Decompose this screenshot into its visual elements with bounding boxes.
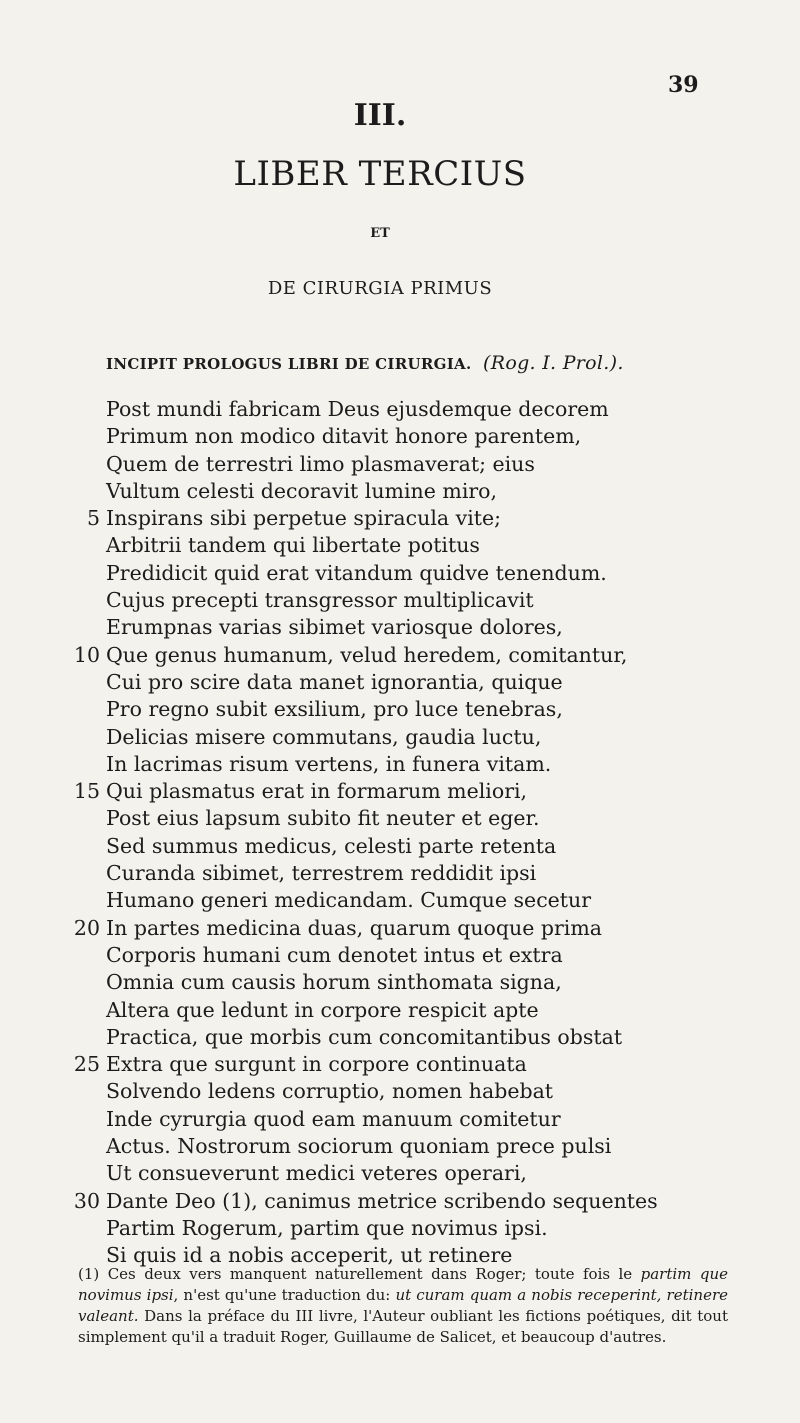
verse-text: Dante Deo (1), canimus metrice scribendo sequentes: [106, 1188, 658, 1213]
verse-text: Extra que surgunt in corpore continuata: [106, 1052, 527, 1077]
verse-line: [0, 396, 800, 423]
footnote-part-1: (1) Ces deux vers manquent naturellement dans Roger; toute fois le: [78, 1265, 641, 1283]
verse-line: [0, 887, 800, 914]
verse-text: In partes medicina duas, quarum quoque prima: [106, 915, 602, 940]
verse-text: Erumpnas varias sibimet variosque dolores,: [106, 615, 563, 640]
verse-line: [0, 669, 800, 696]
verse-text: Humano generi medicandam. Cumque secetur: [106, 888, 592, 913]
verse-text: Curanda sibimet, terrestrem reddidit ipsi: [106, 861, 537, 886]
verse-line: [0, 860, 800, 887]
verse-text: Pro regno subit exsilium, pro luce tenebras,: [106, 697, 563, 722]
verse-text: Quem de terrestri limo plasmaverat; eius: [106, 451, 535, 476]
verse-text: In lacrimas risum vertens, in funera vitam.: [106, 751, 552, 776]
verse-text: Cui pro scire data manet ignorantia, quique: [106, 669, 563, 694]
verse-line: [0, 560, 800, 587]
verse-line: [0, 1078, 800, 1105]
verse-number: 30: [73, 1188, 100, 1213]
verse-text: Cujus precepti transgressor multiplicavit: [106, 588, 534, 613]
verse-number: 5: [86, 506, 100, 531]
verse-text: Delicias misere commutans, gaudia luctu,: [106, 724, 542, 749]
verse-text: Inde cyrurgia quod eam manuum comitetur: [106, 1106, 561, 1131]
verse-line: [0, 505, 800, 532]
page-number: 39: [668, 72, 699, 98]
verse-line: [0, 696, 800, 723]
verse-text: Corporis humani cum denotet intus et extra: [106, 942, 563, 967]
verse-line: [0, 724, 800, 751]
verse-text: Omnia cum causis horum sinthomata signa,: [106, 970, 562, 995]
verse-text: Qui plasmatus erat in formarum meliori,: [106, 779, 528, 804]
verse-line: [0, 1188, 800, 1215]
poem-verses: [0, 396, 800, 1270]
verse-text: Arbitrii tandem qui libertate potitus: [106, 533, 480, 558]
verse-number: 15: [73, 779, 100, 804]
verse-line: [0, 805, 800, 832]
book-subtitle: DE CIRURGIA PRIMUS: [267, 278, 493, 299]
verse-number: 25: [73, 1052, 100, 1077]
verse-text: Actus. Nostrorum sociorum quoniam prece pulsi: [106, 1134, 612, 1159]
verse-text: Si quis id a nobis acceperit, ut retinere: [106, 1243, 513, 1268]
verse-number: 10: [73, 642, 100, 667]
verse-line: [0, 969, 800, 996]
verse-text: Partim Rogerum, partim que novimus ipsi.: [106, 1215, 548, 1240]
verse-text: Solvendo ledens corruptio, nomen habebat: [106, 1079, 554, 1104]
footnote-italic-1: partim que novimus ipsi: [78, 1265, 728, 1304]
verse-line: [0, 614, 800, 641]
verse-text: Primum non modico ditavit honore parentem,: [106, 424, 582, 449]
verse-text: Predidicit quid erat vitandum quidve tenendum.: [106, 560, 607, 585]
book-title: LIBER TERCIUS: [233, 154, 527, 194]
verse-line: [0, 1106, 800, 1133]
verse-line: [0, 778, 800, 805]
verse-line: [0, 587, 800, 614]
verse-line: [0, 1133, 800, 1160]
verse-line: [0, 478, 800, 505]
verse-line: [0, 451, 800, 478]
verse-line: [0, 942, 800, 969]
verse-line: [0, 833, 800, 860]
incipit-reference: (Rog. I. Prol.).: [483, 352, 624, 374]
verse-line: [0, 1160, 800, 1187]
section-roman-numeral: III.: [353, 98, 407, 133]
title-conjunction: ET: [370, 226, 390, 241]
footnote-part-2: , n'est qu'une traduction du:: [173, 1286, 396, 1304]
verse-text: Practica, que morbis cum concomitantibus obstat: [106, 1024, 623, 1049]
verse-line: [0, 915, 800, 942]
footnote-italic-2: ut curam quam a nobis receperint, retinere valeant.: [78, 1286, 728, 1325]
verse-text: Post eius lapsum subito fit neuter et eger.: [106, 806, 540, 831]
verse-line: [0, 1024, 800, 1051]
verse-line: [0, 423, 800, 450]
verse-line: [0, 1215, 800, 1242]
footnote: [78, 1264, 728, 1348]
verse-text: Ut consueverunt medici veteres operari,: [106, 1161, 527, 1186]
verse-text: Post mundi fabricam Deus ejusdemque decorem: [106, 397, 609, 421]
verse-text: Inspirans sibi perpetue spiracula vite;: [106, 506, 502, 531]
verse-text: Vultum celesti decoravit lumine miro,: [106, 478, 498, 503]
verse-line: [0, 751, 800, 778]
verse-text: Que genus humanum, velud heredem, comitantur,: [106, 642, 628, 667]
verse-text: Altera que ledunt in corpore respicit apte: [106, 997, 539, 1022]
verse-line: [0, 997, 800, 1024]
verse-line: [0, 642, 800, 669]
verse-number: 20: [73, 915, 100, 940]
incipit-text: INCIPIT PROLOGUS LIBRI DE CIRURGIA.: [106, 355, 472, 373]
verse-text: Sed summus medicus, celesti parte retenta: [106, 833, 557, 858]
footnote-part-3: Dans la préface du III livre, l'Auteur oubliant les fictions poétiques, dit tout simplement qu'il a traduit Roger, Guillaume de Salicet, et beaucoup d'autres.: [78, 1307, 728, 1346]
incipit-heading: [106, 352, 624, 374]
verse-line: [0, 532, 800, 559]
verse-line: [0, 1051, 800, 1078]
